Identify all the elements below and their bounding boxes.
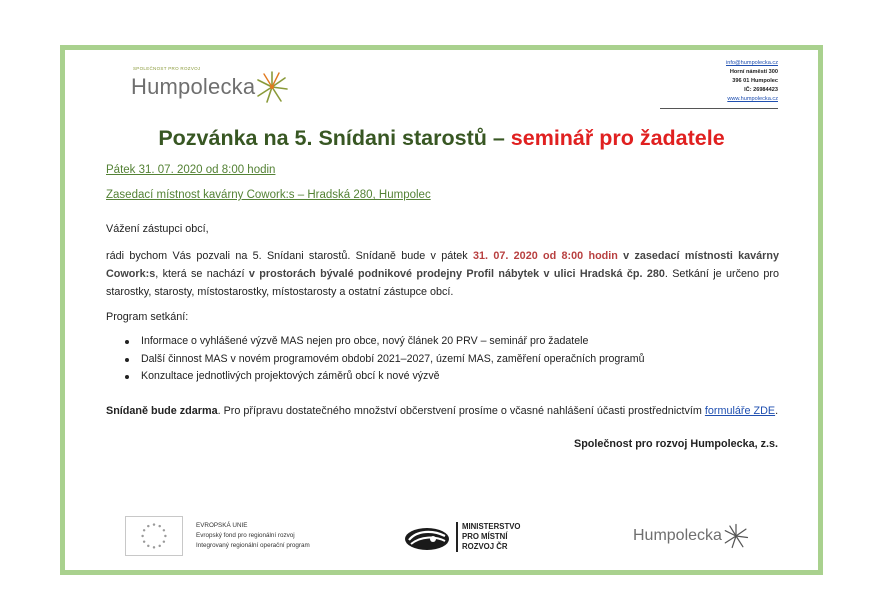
contact-web[interactable]: www.humpolecka.cz — [727, 96, 778, 102]
eu-line: Evropský fond pro regionální rozvoj — [196, 532, 295, 539]
contact-block — [726, 59, 778, 104]
para-part-3: , která se nachází — [155, 268, 249, 280]
para-part-2: v zasedací místnosti kavárny Cowork:s — [106, 250, 779, 280]
program-label: Program setkání: — [106, 311, 189, 323]
program-list — [123, 333, 644, 386]
contact-ic: IČ: 26984423 — [744, 87, 778, 93]
eu-line: EVROPSKÁ UNIE — [196, 522, 248, 529]
event-place: Zasedací místnost kavárny Cowork:s – Hradská 280, Humpolec — [106, 189, 431, 201]
para-part-1: rádi bychom Vás pozvali na 5. Snídani starostů. Snídaně bude v pátek — [106, 250, 474, 262]
star-icon — [255, 70, 289, 104]
event-date: Pátek 31. 07. 2020 od 8:00 hodin — [106, 164, 276, 176]
contact-email[interactable]: info@humpolecka.cz — [725, 60, 778, 66]
star-icon — [723, 523, 749, 549]
title-accent: seminář pro žadatele — [510, 126, 725, 150]
title-main: Pozvánka na 5. Snídani starostů – — [158, 126, 511, 150]
footer-logo-word: Humpolecka — [633, 527, 722, 544]
eu-text — [196, 521, 310, 551]
contact-street: Horní náměstí 300 — [729, 69, 778, 75]
ministry-line: ROZVOJ ČR — [462, 542, 508, 551]
ministry-line: PRO MÍSTNÍ — [462, 532, 508, 541]
ministry-text — [462, 522, 520, 552]
footer-humpolecka-logo — [633, 523, 753, 555]
contact-city: 396 01 Humpolec — [732, 78, 778, 84]
para-part-5: . Setkání je určeno pro starostky, starosty, místostarostky, místostarosty a ostatní zástupce obcí. — [106, 268, 779, 298]
logo-word: Humpolecka — [131, 74, 256, 99]
contact-divider — [660, 108, 778, 109]
greeting: Vážení zástupci obcí, — [106, 223, 209, 235]
eu-line: Integrovaný regionální operační program — [196, 542, 310, 549]
registration-form-link[interactable]: formuláře ZDE — [704, 405, 776, 417]
eu-flag-icon — [125, 516, 183, 556]
list-item: Informace o vyhlášené výzvě MAS nejen pro obce, nový článek 20 PRV – seminář pro žadatele — [123, 333, 644, 351]
para-part-4: v prostorách bývalé podnikové prodejny Profil nábytek v ulici Hradská čp. 280 — [248, 268, 665, 280]
ministry-line: MINISTERSTVO — [462, 522, 521, 531]
logo-tagline: SPOLEČNOST PRO ROZVOJ — [133, 66, 201, 71]
ministry-logo-icon — [403, 524, 451, 554]
free-note-text: . Pro přípravu dostatečného množství občerstvení prosíme o včasné nahlášení účasti prostřednictvím — [217, 405, 705, 417]
page-title — [65, 126, 818, 151]
humpolecka-logo — [131, 66, 301, 110]
free-note — [106, 402, 779, 420]
list-item: Další činnost MAS v novém programovém období 2021–2027, území MAS, zaměření operačních programů — [123, 351, 644, 369]
free-note-end: . — [775, 405, 779, 417]
signature: Společnost pro rozvoj Humpolecka, z.s. — [574, 438, 778, 450]
list-item: Konzultace jednotlivých projektových záměrů obcí k nové výzvě — [123, 368, 644, 386]
invitation-document — [60, 45, 823, 575]
invitation-paragraph — [106, 247, 779, 301]
ministry-divider — [456, 522, 458, 552]
free-note-bold: Snídaně bude zdarma — [106, 405, 218, 417]
para-date: 31. 07. 2020 od 8:00 hodin — [473, 250, 618, 262]
